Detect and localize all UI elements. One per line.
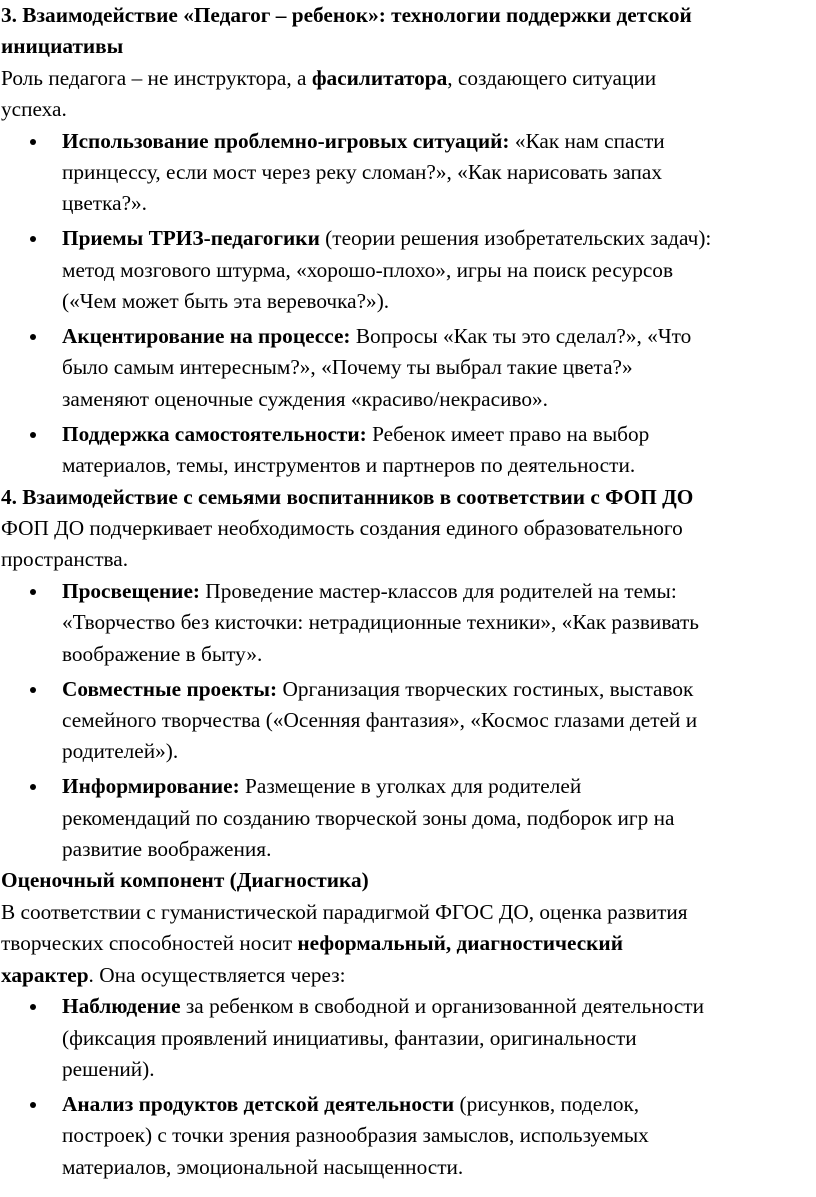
section-4 — [1, 482, 811, 866]
intro-text-end: . Она осуществляется через: — [88, 962, 346, 987]
item-bold-lead: Использование проблемно-игровых ситуаций: — [62, 128, 510, 153]
item-text: Проведение мастер-классов для родителей на темы: — [199, 578, 677, 603]
item-line: рекомендаций по созданию творческой зоны дома, подборок игр на — [62, 805, 675, 830]
item-line: цветка?». — [62, 191, 147, 216]
list-item — [1, 1089, 811, 1183]
intro-text-end: , создающего ситуации — [447, 65, 657, 90]
item-text: (рисунков, поделок, — [454, 1091, 640, 1116]
item-line: («Чем может быть эта веревочка?»). — [62, 289, 390, 314]
item-line: материалов, эмоциональной насыщенности. — [62, 1154, 464, 1179]
item-text: Вопросы «Как ты это сделал?», «Что — [350, 324, 692, 349]
section-3-list — [1, 126, 811, 482]
intro-bold-term: характер — [1, 962, 89, 987]
intro-text: Роль педагога – не инструктора, а — [1, 65, 312, 90]
item-line: принцессу, если мост через реку сломан?», «Как нарисовать запах — [62, 160, 662, 185]
assessment-intro-line-2 — [1, 928, 811, 959]
item-line: родителей»). — [62, 739, 179, 764]
item-bold-lead: Просвещение: — [62, 578, 200, 603]
assessment-heading: Оценочный компонент (Диагностика) — [1, 868, 369, 893]
section-4-heading: 4. Взаимодействие с семьями воспитанников в соответствии с ФОП ДО — [1, 484, 694, 509]
item-line: метод мозгового штурма, «хорошо-плохо», игры на поиск ресурсов — [62, 257, 674, 282]
item-bold-lead: Анализ продуктов детской деятельности — [62, 1091, 455, 1116]
item-bold-lead: Поддержка самостоятельности: — [62, 421, 367, 446]
item-bold-lead: Приемы ТРИЗ-педагогики — [62, 226, 320, 251]
item-text: Ребенок имеет право на выбор — [366, 421, 650, 446]
list-item — [1, 126, 811, 220]
section-3 — [1, 0, 811, 482]
item-text: Организация творческих гостиных, выставок — [277, 676, 694, 701]
assessment-intro-line-3 — [1, 960, 811, 991]
item-line: (фиксация проявлений инициативы, фантазии, оригинальности — [62, 1025, 637, 1050]
item-bold-lead: Информирование: — [62, 774, 240, 799]
assessment-section — [1, 865, 811, 1183]
item-line: было самым интересным?», «Почему ты выбрал такие цвета?» — [62, 355, 633, 380]
item-line: материалов, темы, инструментов и партнеров по деятельности. — [62, 453, 636, 478]
section-4-intro-line-2: пространства. — [1, 547, 129, 572]
intro-text: творческих способностей носит — [1, 931, 298, 956]
list-item — [1, 321, 811, 415]
document-page — [1, 0, 811, 1183]
item-line: решений). — [62, 1056, 155, 1081]
assessment-list — [1, 991, 811, 1183]
item-line: «Творчество без кисточки: нетрадиционные техники», «Как развивать — [62, 610, 700, 635]
assessment-intro-line-1: В соответствии с гуманистической парадигмой ФГОС ДО, оценка развития — [1, 899, 688, 924]
item-line: семейного творчества («Осенняя фантазия», «Космос глазами детей и — [62, 707, 698, 732]
item-text: Размещение в уголках для родителей — [239, 774, 582, 799]
list-item — [1, 991, 811, 1085]
item-line: построек) с точки зрения разнообразия замыслов, используемых — [62, 1123, 649, 1148]
intro-bold-term: фасилитатора — [311, 65, 448, 90]
section-3-intro-line-2: успеха. — [1, 97, 67, 122]
list-item — [1, 674, 811, 768]
item-text: за ребенком в свободной и организованной деятельности — [180, 994, 704, 1019]
list-item — [1, 419, 811, 482]
section-3-heading-line-1: 3. Взаимодействие «Педагог – ребенок»: технологии поддержки детской — [1, 3, 692, 27]
intro-bold-term: неформальный, диагностический — [297, 931, 623, 956]
item-bold-lead: Совместные проекты: — [62, 676, 278, 701]
item-line: развитие воображения. — [62, 837, 272, 862]
item-text: «Как нам спасти — [509, 128, 665, 153]
section-4-intro-line-1: ФОП ДО подчеркивает необходимость создания единого образовательного — [1, 516, 683, 540]
item-line: заменяют оценочные суждения «красиво/некрасиво». — [62, 386, 548, 411]
list-item — [1, 771, 811, 865]
section-3-intro-line-1 — [1, 63, 811, 94]
item-bold-lead: Акцентирование на процессе: — [62, 324, 351, 349]
item-bold-lead: Наблюдение — [62, 994, 181, 1019]
section-3-heading-line-2: инициативы — [1, 34, 124, 59]
list-item — [1, 576, 811, 670]
list-item — [1, 223, 811, 317]
item-line: воображение в быту». — [62, 641, 263, 666]
section-4-list — [1, 576, 811, 866]
item-text: (теории решения изобретательских задач): — [319, 226, 712, 251]
